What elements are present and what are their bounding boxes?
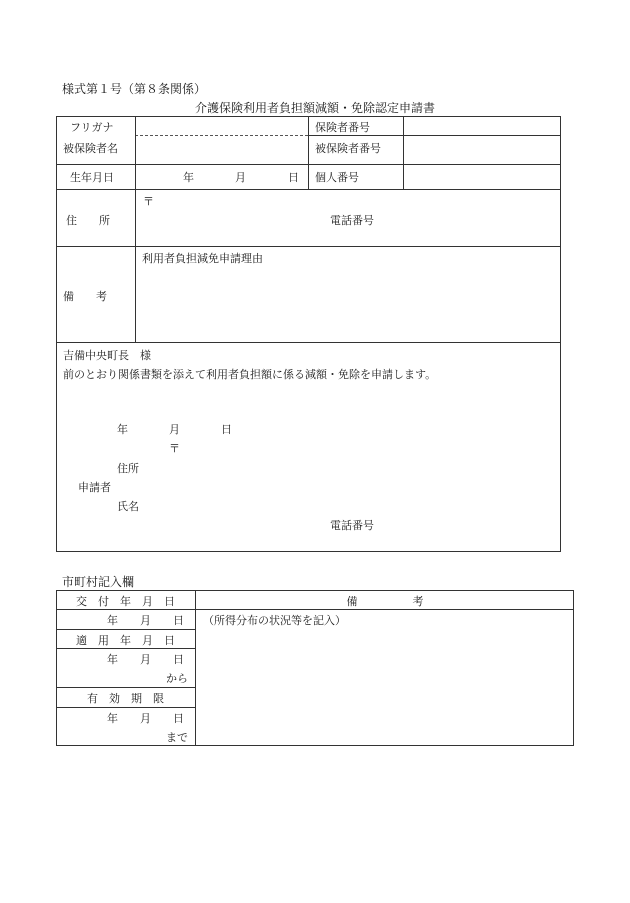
- validity-until-label: まで: [166, 731, 188, 744]
- municipal-remarks-field[interactable]: [198, 630, 570, 742]
- applicant-name-label: 氏名: [117, 500, 139, 513]
- reduction-reason-label: 利用者負担減免申請理由: [142, 252, 263, 265]
- apply-date-label: 適 用 年 月 日: [76, 634, 175, 647]
- insurer-number-label: 保険者番号: [315, 121, 370, 134]
- remarks-label: 備 考: [63, 290, 107, 303]
- insured-number-label: 被保険者番号: [315, 142, 381, 155]
- furigana-label: フリガナ: [70, 121, 114, 134]
- applicant-address-label: 住所: [117, 462, 139, 475]
- declaration-year: 年: [117, 423, 128, 436]
- applicant-phone-label: 電話番号: [330, 519, 374, 532]
- addressee: 吉備中央町長 様: [63, 349, 151, 362]
- validity-date-value: 年 月 日: [107, 712, 184, 725]
- address-label: 住 所: [66, 214, 110, 227]
- personal-number-field[interactable]: [406, 167, 558, 187]
- birth-year-label: 年: [183, 171, 194, 184]
- birthdate-label: 生年月日: [70, 171, 114, 184]
- form-title: 介護保険利用者負担額減額・免除認定申請書: [194, 101, 435, 115]
- issue-date-value: 年 月 日: [107, 614, 184, 627]
- insured-name-field[interactable]: [138, 138, 306, 162]
- apply-date-value: 年 月 日: [107, 653, 184, 666]
- postal-mark: 〒: [143, 195, 154, 208]
- phone-label: 電話番号: [330, 214, 374, 227]
- insurer-number-field[interactable]: [406, 118, 558, 134]
- applicant-label: 申請者: [78, 481, 111, 494]
- municipal-remarks-note: （所得分布の状況等を記入）: [203, 614, 346, 627]
- birth-month-label: 月: [235, 171, 246, 184]
- birth-day-label: 日: [288, 171, 299, 184]
- validity-label: 有 効 期 限: [87, 692, 164, 705]
- issue-date-label: 交 付 年 月 日: [76, 595, 175, 608]
- apply-from-label: から: [166, 672, 188, 685]
- declaration-day: 日: [221, 423, 232, 436]
- declaration-postal-mark: 〒: [169, 442, 180, 455]
- municipal-section-title: 市町村記入欄: [62, 575, 135, 589]
- municipal-remarks-header: 備 考: [346, 595, 424, 608]
- insured-name-label: 被保険者名: [63, 142, 118, 155]
- reduction-reason-field[interactable]: [140, 266, 558, 338]
- declaration-statement: 前のとおり関係書類を添えて利用者負担額に係る減額・免除を申請します。: [63, 368, 437, 381]
- furigana-field[interactable]: [138, 118, 306, 134]
- declaration-month: 月: [169, 423, 180, 436]
- insured-number-field[interactable]: [406, 138, 558, 162]
- personal-number-label: 個人番号: [315, 171, 359, 184]
- form-number: 様式第１号（第８条関係）: [62, 82, 207, 96]
